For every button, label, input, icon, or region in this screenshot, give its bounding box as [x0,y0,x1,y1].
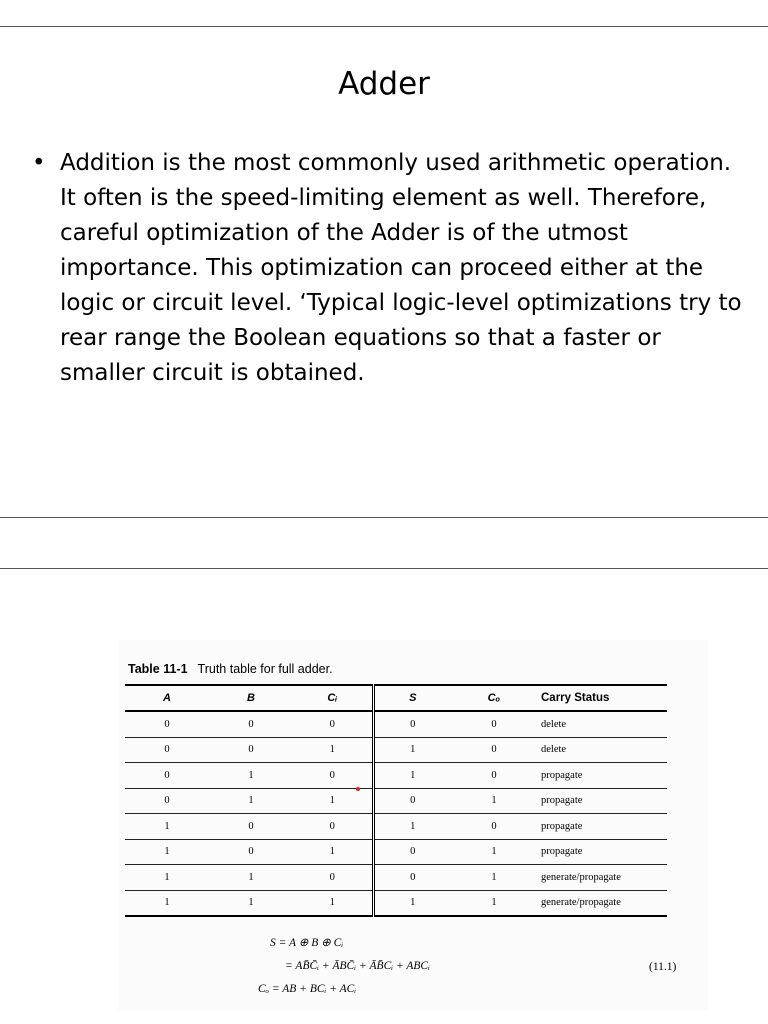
cell-s: 0 [373,839,451,865]
equation-carry: Cₒ = AB + BCᵢ + ACᵢ [258,983,357,995]
truth-table [125,684,667,917]
table-number: Table 11-1 [128,662,188,676]
cell-a: 0 [125,788,209,814]
cell-ci: 1 [293,839,373,865]
cell-carry-status: delete [537,711,667,737]
cell-carry-status: propagate [537,763,667,789]
table-row [125,814,667,840]
header-a: A [125,685,209,711]
header-carry-status: Carry Status [537,685,667,711]
cell-s: 0 [373,865,451,891]
bullet-item [32,146,744,391]
red-mark [356,787,360,791]
equation-sum: S = A ⊕ B ⊕ Cᵢ [270,937,344,949]
cell-ci: 1 [293,737,373,763]
cell-ci: 1 [293,890,373,916]
cell-carry-status: propagate [537,814,667,840]
table-header-row [125,685,667,711]
cell-ci: 0 [293,763,373,789]
cell-carry-status: propagate [537,788,667,814]
cell-s: 0 [373,711,451,737]
cell-ci: 1 [293,788,373,814]
cell-b: 1 [209,763,293,789]
slide-top-border [0,26,768,27]
equation-sum-expanded: = AB̄C̄ᵢ + ĀBC̄ᵢ + ĀB̄Cᵢ + ABCᵢ [285,960,430,972]
table-row [125,839,667,865]
cell-b: 0 [209,814,293,840]
cell-co: 0 [451,763,537,789]
header-s: S [373,685,451,711]
cell-ci: 0 [293,814,373,840]
cell-b: 0 [209,711,293,737]
cell-s: 0 [373,788,451,814]
cell-carry-status: delete [537,737,667,763]
cell-co: 1 [451,865,537,891]
table-row [125,788,667,814]
header-ci: Cᵢ [293,685,373,711]
cell-a: 1 [125,890,209,916]
cell-a: 0 [125,737,209,763]
cell-s: 1 [373,763,451,789]
table-row [125,711,667,737]
cell-co: 0 [451,711,537,737]
cell-b: 0 [209,839,293,865]
cell-b: 1 [209,865,293,891]
cell-co: 0 [451,814,537,840]
cell-s: 1 [373,890,451,916]
table-row [125,890,667,916]
table-row [125,763,667,789]
bullet-text: Addition is the most commonly used arithmetic operation. It often is the speed-limiting element as well. Therefore, careful optimization of the Adder is of the utmost importance. This optimization can proceed either at the logic or circuit level. ‘Typical logic-level optimizations try to rear range the Boolean equations so that a faster or smaller circuit is obtained. [60,150,742,386]
cell-co: 0 [451,737,537,763]
cell-a: 1 [125,865,209,891]
cell-co: 1 [451,839,537,865]
cell-a: 1 [125,839,209,865]
cell-a: 0 [125,711,209,737]
header-co: Cₒ [451,685,537,711]
table-caption [128,662,333,676]
cell-carry-status: propagate [537,839,667,865]
cell-s: 1 [373,814,451,840]
cell-ci: 0 [293,711,373,737]
cell-b: 1 [209,788,293,814]
cell-ci: 0 [293,865,373,891]
cell-b: 1 [209,890,293,916]
table-caption-text: Truth table for full adder. [197,662,333,676]
cell-a: 0 [125,763,209,789]
cell-s: 1 [373,737,451,763]
table-row [125,865,667,891]
cell-b: 0 [209,737,293,763]
cell-carry-status: generate/propagate [537,890,667,916]
header-b: B [209,685,293,711]
slide-bottom-border [0,517,768,518]
cell-carry-status: generate/propagate [537,865,667,891]
cell-a: 1 [125,814,209,840]
slide-title: Adder [338,66,430,102]
cell-co: 1 [451,890,537,916]
table-row [125,737,667,763]
cell-co: 1 [451,788,537,814]
bullet-dot-icon: • [32,150,46,176]
equation-number: (11.1) [649,961,677,973]
slide2-top-border [0,568,768,569]
